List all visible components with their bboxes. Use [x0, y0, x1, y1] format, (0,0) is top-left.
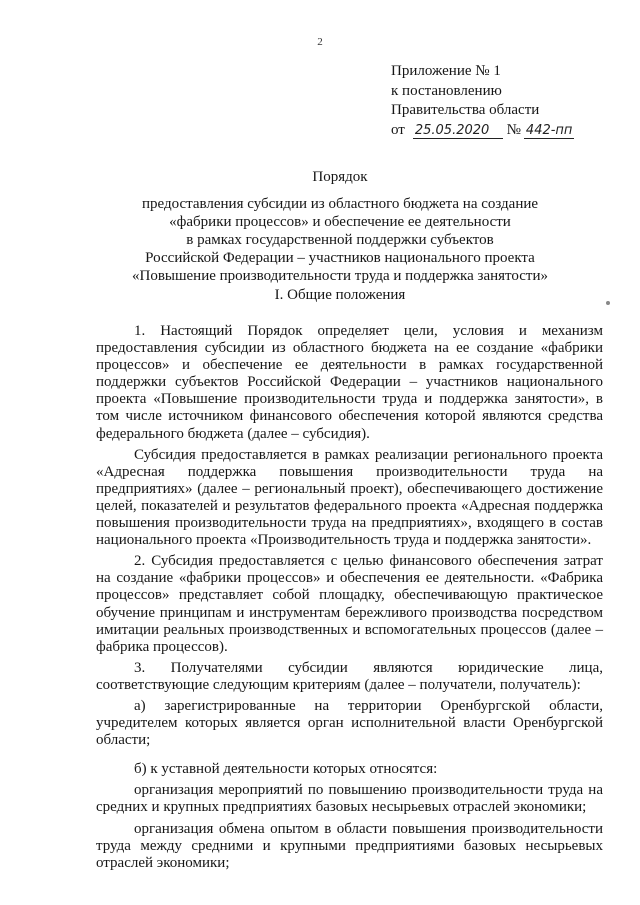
- appendix-line-1: Приложение № 1: [391, 63, 501, 79]
- title-line-3: в рамках государственной поддержки субъектов: [186, 232, 494, 248]
- title-line-4: Российской Федерации – участников национального проекта: [145, 250, 535, 266]
- handwritten-number: 442-пп: [525, 122, 573, 138]
- paragraph-2: Субсидия предоставляется в рамках реализации регионального проекта «Адресная поддержка повышения производительности труда на предприятиях» (далее – региональный проект), обеспечивающего достижение целей, показателей и результатов федерального проекта «Адресная поддержка повышения производительности труда на предприятиях», входящего в состав национального проекта «Производительность труда и поддержка занятости».: [96, 446, 603, 549]
- title-line-1: предоставления субсидии из областного бюджета на создание: [141, 196, 539, 212]
- paragraph-4b: б) к уставной деятельности которых относятся:: [134, 761, 438, 778]
- appendix-line-2: к постановлению: [391, 82, 502, 99]
- handwritten-date: 25.05.2020: [413, 124, 503, 139]
- paragraph-4b-item-1: организация мероприятий по повышению производительности труда на средних и крупных предприятиях базовых несырьевых отраслей экономики;: [96, 782, 603, 816]
- document-title: [60, 168, 620, 285]
- title-line-5: «Повышение производительности труда и поддержка занятости»: [131, 268, 549, 284]
- title-line-2: «фабрики процессов» и обеспечение ее деятельности: [169, 214, 511, 230]
- date-prefix: от: [391, 121, 405, 138]
- section-heading: I. Общие положения: [274, 287, 406, 303]
- scan-dot: [606, 301, 610, 305]
- paragraph-4b-item-2: организация обмена опытом в области повышения производительности труда между средними и крупными предприятиями базовых несырьевых отраслей экономики;: [96, 820, 603, 871]
- paragraph-4a: а) зарегистрированные на территории Оренбургской области, учредителем которых является орган исполнительной власти Оренбургской области;: [96, 697, 603, 749]
- title-heading: Порядок: [312, 169, 368, 185]
- appendix-date-line: [391, 121, 574, 141]
- page-number: 2: [317, 36, 323, 48]
- number-sign: №: [506, 121, 521, 138]
- document-body: [96, 323, 603, 872]
- appendix-line-3: Правительства области: [391, 102, 540, 118]
- paragraph-3: 2. Субсидия предоставляется с целью финансового обеспечения затрат на создание «фабрики процессов» и обеспечения ее деятельности. «Фабрика процессов» представляет собой площадку, обеспечивающую практическое обучение принципам и инструментам бережливого производства посредством имитации реальных производственных и вспомогательных процессов (далее – фабрика процессов).: [96, 553, 603, 655]
- paragraph-1: 1. Настоящий Порядок определяет цели, условия и механизм предоставления субсидии из областного бюджета на ее создание «фабрики процессов» и обеспечение ее деятельности в рамках государственной поддержки субъектов Российской Федерации – участников национального проекта «Повышение производительности труда и поддержка занятости», в том числе источником финансового обеспечения которой являются средства федерального бюджета (далее – субсидия).: [96, 323, 603, 442]
- appendix-block: [391, 62, 574, 140]
- paragraph-4: 3. Получателями субсидии являются юридические лица, соответствующие следующим критериям (далее – получатели, получатель):: [96, 659, 603, 693]
